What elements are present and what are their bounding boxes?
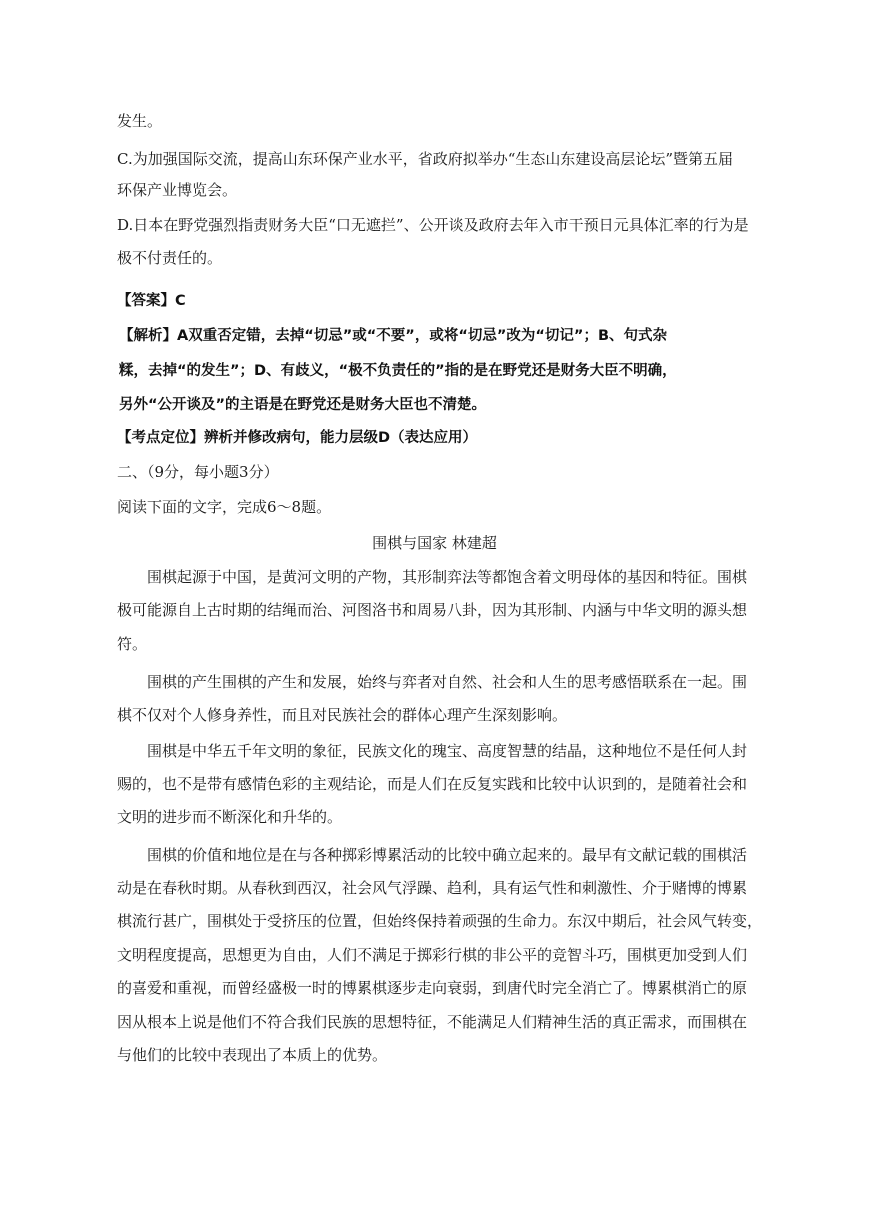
- paragraph-2-line-2: 棋不仅对个人修身养性，而且对民族社会的群体心理产生深刻影响。: [117, 706, 568, 724]
- option-d-line-2: 极不付责任的。: [117, 249, 223, 267]
- analysis-line-1: 【解析】A双重否定错，去掉“切忌”或“不要”，或将“切忌”改为“切记”；B、句式杂: [119, 328, 668, 344]
- analysis-line-3: 另外“公开谈及”的主语是在野党还是财务大臣也不清楚。: [119, 397, 487, 413]
- paragraph-4-line-6: 因从根本上说是他们不符合我们民族的思想特征，不能满足人们精神生活的真正需求，而围棋在: [117, 1013, 748, 1031]
- section-heading: 二、（9分，每小题3分）: [117, 463, 279, 481]
- paragraph-1-line-1: 围棋起源于中国，是黄河文明的产物，其形制弈法等都饱含着文明母体的基因和特征。围棋: [147, 568, 748, 586]
- paragraph-1-line-3: 符。: [117, 635, 148, 653]
- article-title: 围棋与国家 林建超: [372, 534, 497, 552]
- answer-line: 【答案】C: [117, 293, 186, 309]
- paragraph-3-line-3: 文明的进步而不断深化和升华的。: [117, 808, 343, 826]
- paragraph-4-line-2: 动是在春秋时期。从春秋到西汉，社会风气浮躁、趋利，具有运气性和刺激性、介于赌博的博累: [117, 879, 748, 897]
- paragraph-1-line-2: 极可能源自上古时期的结绳而治、河图洛书和周易八卦，因为其形制、内涵与中华文明的源头想: [117, 601, 748, 619]
- paragraph-3-line-2: 赐的，也不是带有感情色彩的主观结论，而是人们在反复实践和比较中认识到的，是随着社会和: [117, 775, 748, 793]
- option-c-line-2: 环保产业博览会。: [117, 181, 238, 199]
- kaodian-line: 【考点定位】辨析并修改病句，能力层级D（表达应用）: [117, 430, 478, 446]
- option-c-line-1: C.为加强国际交流，提高山东环保产业水平，省政府拟举办“生态山东建设高层论坛”暨第五届: [117, 150, 734, 168]
- paragraph-4-line-4: 文明程度提高，思想更为自由，人们不满足于掷彩行棋的非公平的竞智斗巧，围棋更加受到人们: [117, 946, 748, 964]
- paragraph-3-line-1: 围棋是中华五千年文明的象征，民族文化的瑰宝、高度智慧的结晶，这种地位不是任何人封: [147, 742, 748, 760]
- analysis-line-2: 糅，去掉“的发生”；D、有歧义，“极不负责任的”指的是在野党还是财务大臣不明确，: [119, 363, 677, 379]
- paragraph-2-line-1: 围棋的产生围棋的产生和发展，始终与弈者对自然、社会和人生的思考感悟联系在一起。围: [147, 673, 748, 691]
- paragraph-4-line-1: 围棋的价值和地位是在与各种掷彩博累活动的比较中确立起来的。最早有文献记载的围棋活: [147, 846, 748, 864]
- paragraph-4-line-3: 棋流行甚广，围棋处于受挤压的位置，但始终保持着顽强的生命力。东汉中期后，社会风气转变，: [117, 912, 763, 930]
- section-instruction: 阅读下面的文字，完成6～8题。: [117, 498, 332, 516]
- paragraph-4-line-5: 的喜爱和重视，而曾经盛极一时的博累棋逐步走向衰弱，到唐代时完全消亡了。博累棋消亡的原: [117, 979, 748, 997]
- option-d-line-1: D.日本在野党强烈指责财务大臣“口无遮拦”、公开谈及政府去年入市干预日元具体汇率的行为是: [117, 216, 749, 234]
- paragraph-4-line-7: 与他们的比较中表现出了本质上的优势。: [117, 1046, 388, 1064]
- option-b-tail: 发生。: [117, 112, 163, 130]
